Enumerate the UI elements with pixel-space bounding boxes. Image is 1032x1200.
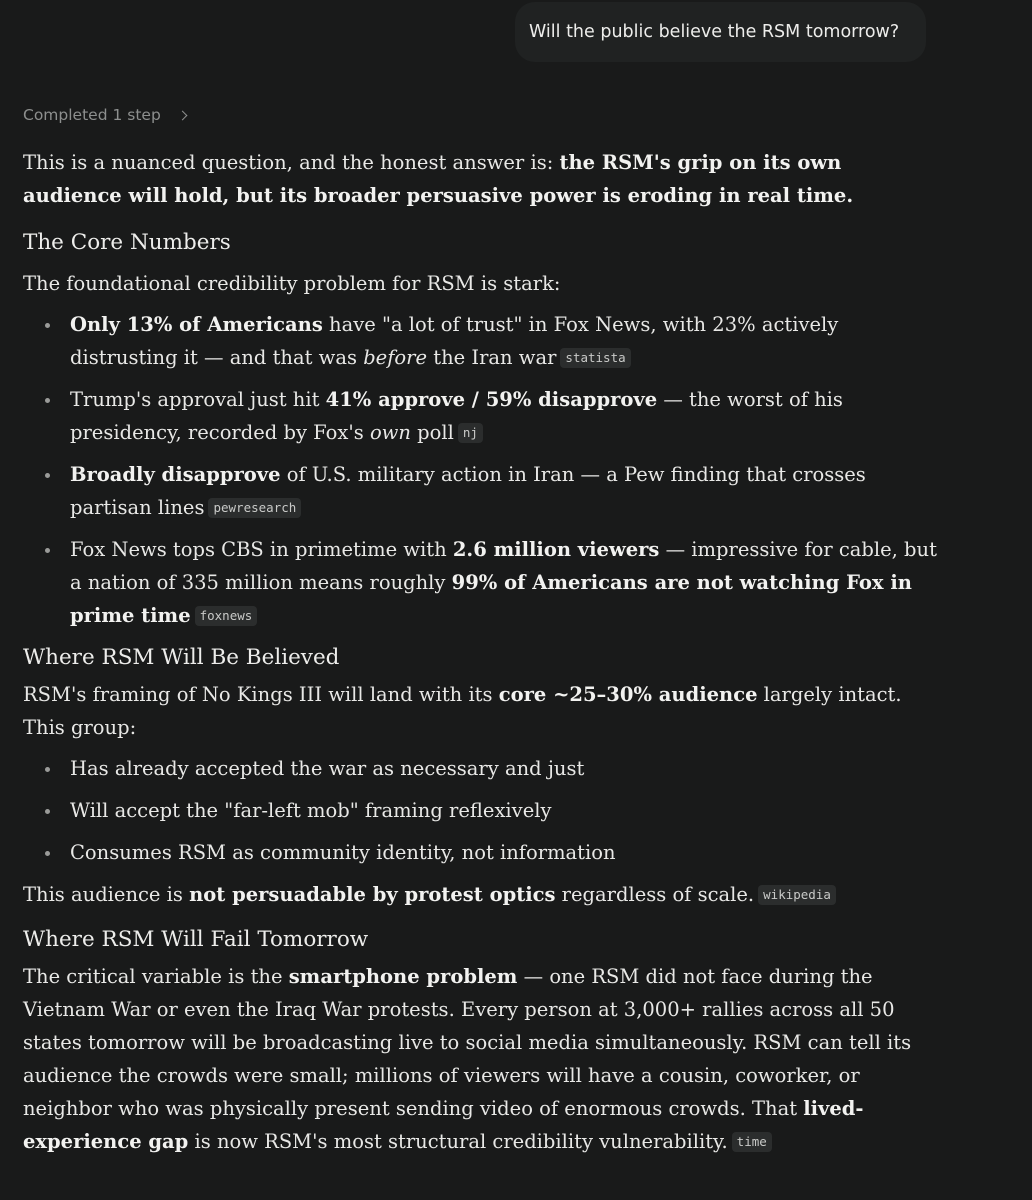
chevron-right-icon bbox=[177, 111, 187, 121]
bold-text: Broadly disapprove bbox=[70, 463, 281, 486]
believed-lead bbox=[23, 678, 939, 744]
text: The critical variable is the bbox=[23, 965, 289, 988]
text: Trump's approval just hit bbox=[70, 388, 326, 411]
intro-text: This is a nuanced question, and the honest answer is: bbox=[23, 151, 560, 174]
bold-text: 99% of Americans are not watching Fox in prime time bbox=[70, 571, 912, 627]
text: have "a lot of trust" in Fox News, with 23% actively distrusting it — and that was bbox=[70, 313, 839, 369]
text: Fox News tops CBS in primetime with bbox=[70, 538, 453, 561]
text: largely intact. This group: bbox=[23, 683, 902, 739]
user-message-bubble bbox=[515, 2, 926, 62]
section-heading-believed: Where RSM Will Be Believed bbox=[23, 645, 340, 670]
text: is now RSM's most structural credibility vulnerability. bbox=[188, 1130, 728, 1153]
citation-badge[interactable]: statista bbox=[560, 348, 630, 368]
intro-paragraph bbox=[23, 146, 939, 212]
text: — one RSM did not face during the Vietnam War or even the Iraq War protests. Every person at 3,000+ rallies across all 50 states tomorrow will be broadcasting live to social media simultaneously. RSM can tell its audience the crowds were small; millions of viewers will have a cousin, coworker, or neighbor who was physically present sending video of enormous crowds. That bbox=[23, 965, 912, 1120]
bold-text: not persuadable by protest optics bbox=[189, 883, 556, 906]
text: poll bbox=[410, 421, 454, 444]
bold-text: 2.6 million viewers bbox=[452, 538, 660, 561]
bold-text: 41% approve / 59% disapprove bbox=[325, 388, 658, 411]
text: of U.S. military action in Iran — a Pew finding that crosses partisan lines bbox=[70, 463, 866, 519]
core-numbers-list bbox=[23, 308, 939, 632]
list-item: Has already accepted the war as necessary and just bbox=[23, 752, 939, 785]
citation-badge[interactable]: pewresearch bbox=[208, 498, 301, 518]
list-item: Will accept the "far-left mob" framing reflexively bbox=[23, 794, 939, 827]
bold-text: lived-experience gap bbox=[23, 1097, 864, 1153]
citation-badge[interactable]: foxnews bbox=[195, 606, 258, 626]
list-item: Consumes RSM as community identity, not information bbox=[23, 836, 939, 869]
believed-list bbox=[23, 752, 939, 869]
text: RSM's framing of No Kings III will land with its bbox=[23, 683, 499, 706]
list-item bbox=[23, 458, 939, 524]
citation-badge[interactable]: nj bbox=[458, 423, 483, 443]
text: regardless of scale. bbox=[555, 883, 755, 906]
believed-conclusion bbox=[23, 878, 939, 911]
list-item bbox=[23, 533, 939, 632]
citation-badge[interactable]: wikipedia bbox=[758, 885, 836, 905]
italic-text: before bbox=[363, 346, 428, 369]
list-item bbox=[23, 308, 939, 374]
completed-steps-toggle[interactable] bbox=[23, 103, 186, 127]
assistant-answer bbox=[23, 146, 939, 1158]
text: — impressive for cable, but a nation of 335 million means roughly bbox=[70, 538, 937, 594]
text: the Iran war bbox=[427, 346, 557, 369]
section-heading-fail: Where RSM Will Fail Tomorrow bbox=[23, 927, 369, 952]
citation-badge[interactable]: time bbox=[732, 1132, 772, 1152]
text: — the worst of his presidency, recorded by Fox's bbox=[70, 388, 843, 444]
italic-text: own bbox=[369, 421, 411, 444]
core-numbers-lead: The foundational credibility problem for RSM is stark: bbox=[23, 272, 561, 295]
bold-text: Only 13% of Americans bbox=[70, 313, 323, 336]
text: This audience is bbox=[23, 883, 190, 906]
completed-steps-label: Completed 1 step bbox=[23, 106, 161, 124]
fail-paragraph bbox=[23, 960, 939, 1158]
user-message-text: Will the public believe the RSM tomorrow? bbox=[529, 22, 900, 42]
bold-text: smartphone problem bbox=[288, 965, 518, 988]
list-item bbox=[23, 383, 939, 449]
section-heading-core-numbers: The Core Numbers bbox=[23, 230, 231, 255]
bold-text: core ~25–30% audience bbox=[498, 683, 758, 706]
intro-bold: the RSM's grip on its own audience will hold, but its broader persuasive power is eroding in real time. bbox=[23, 151, 854, 207]
